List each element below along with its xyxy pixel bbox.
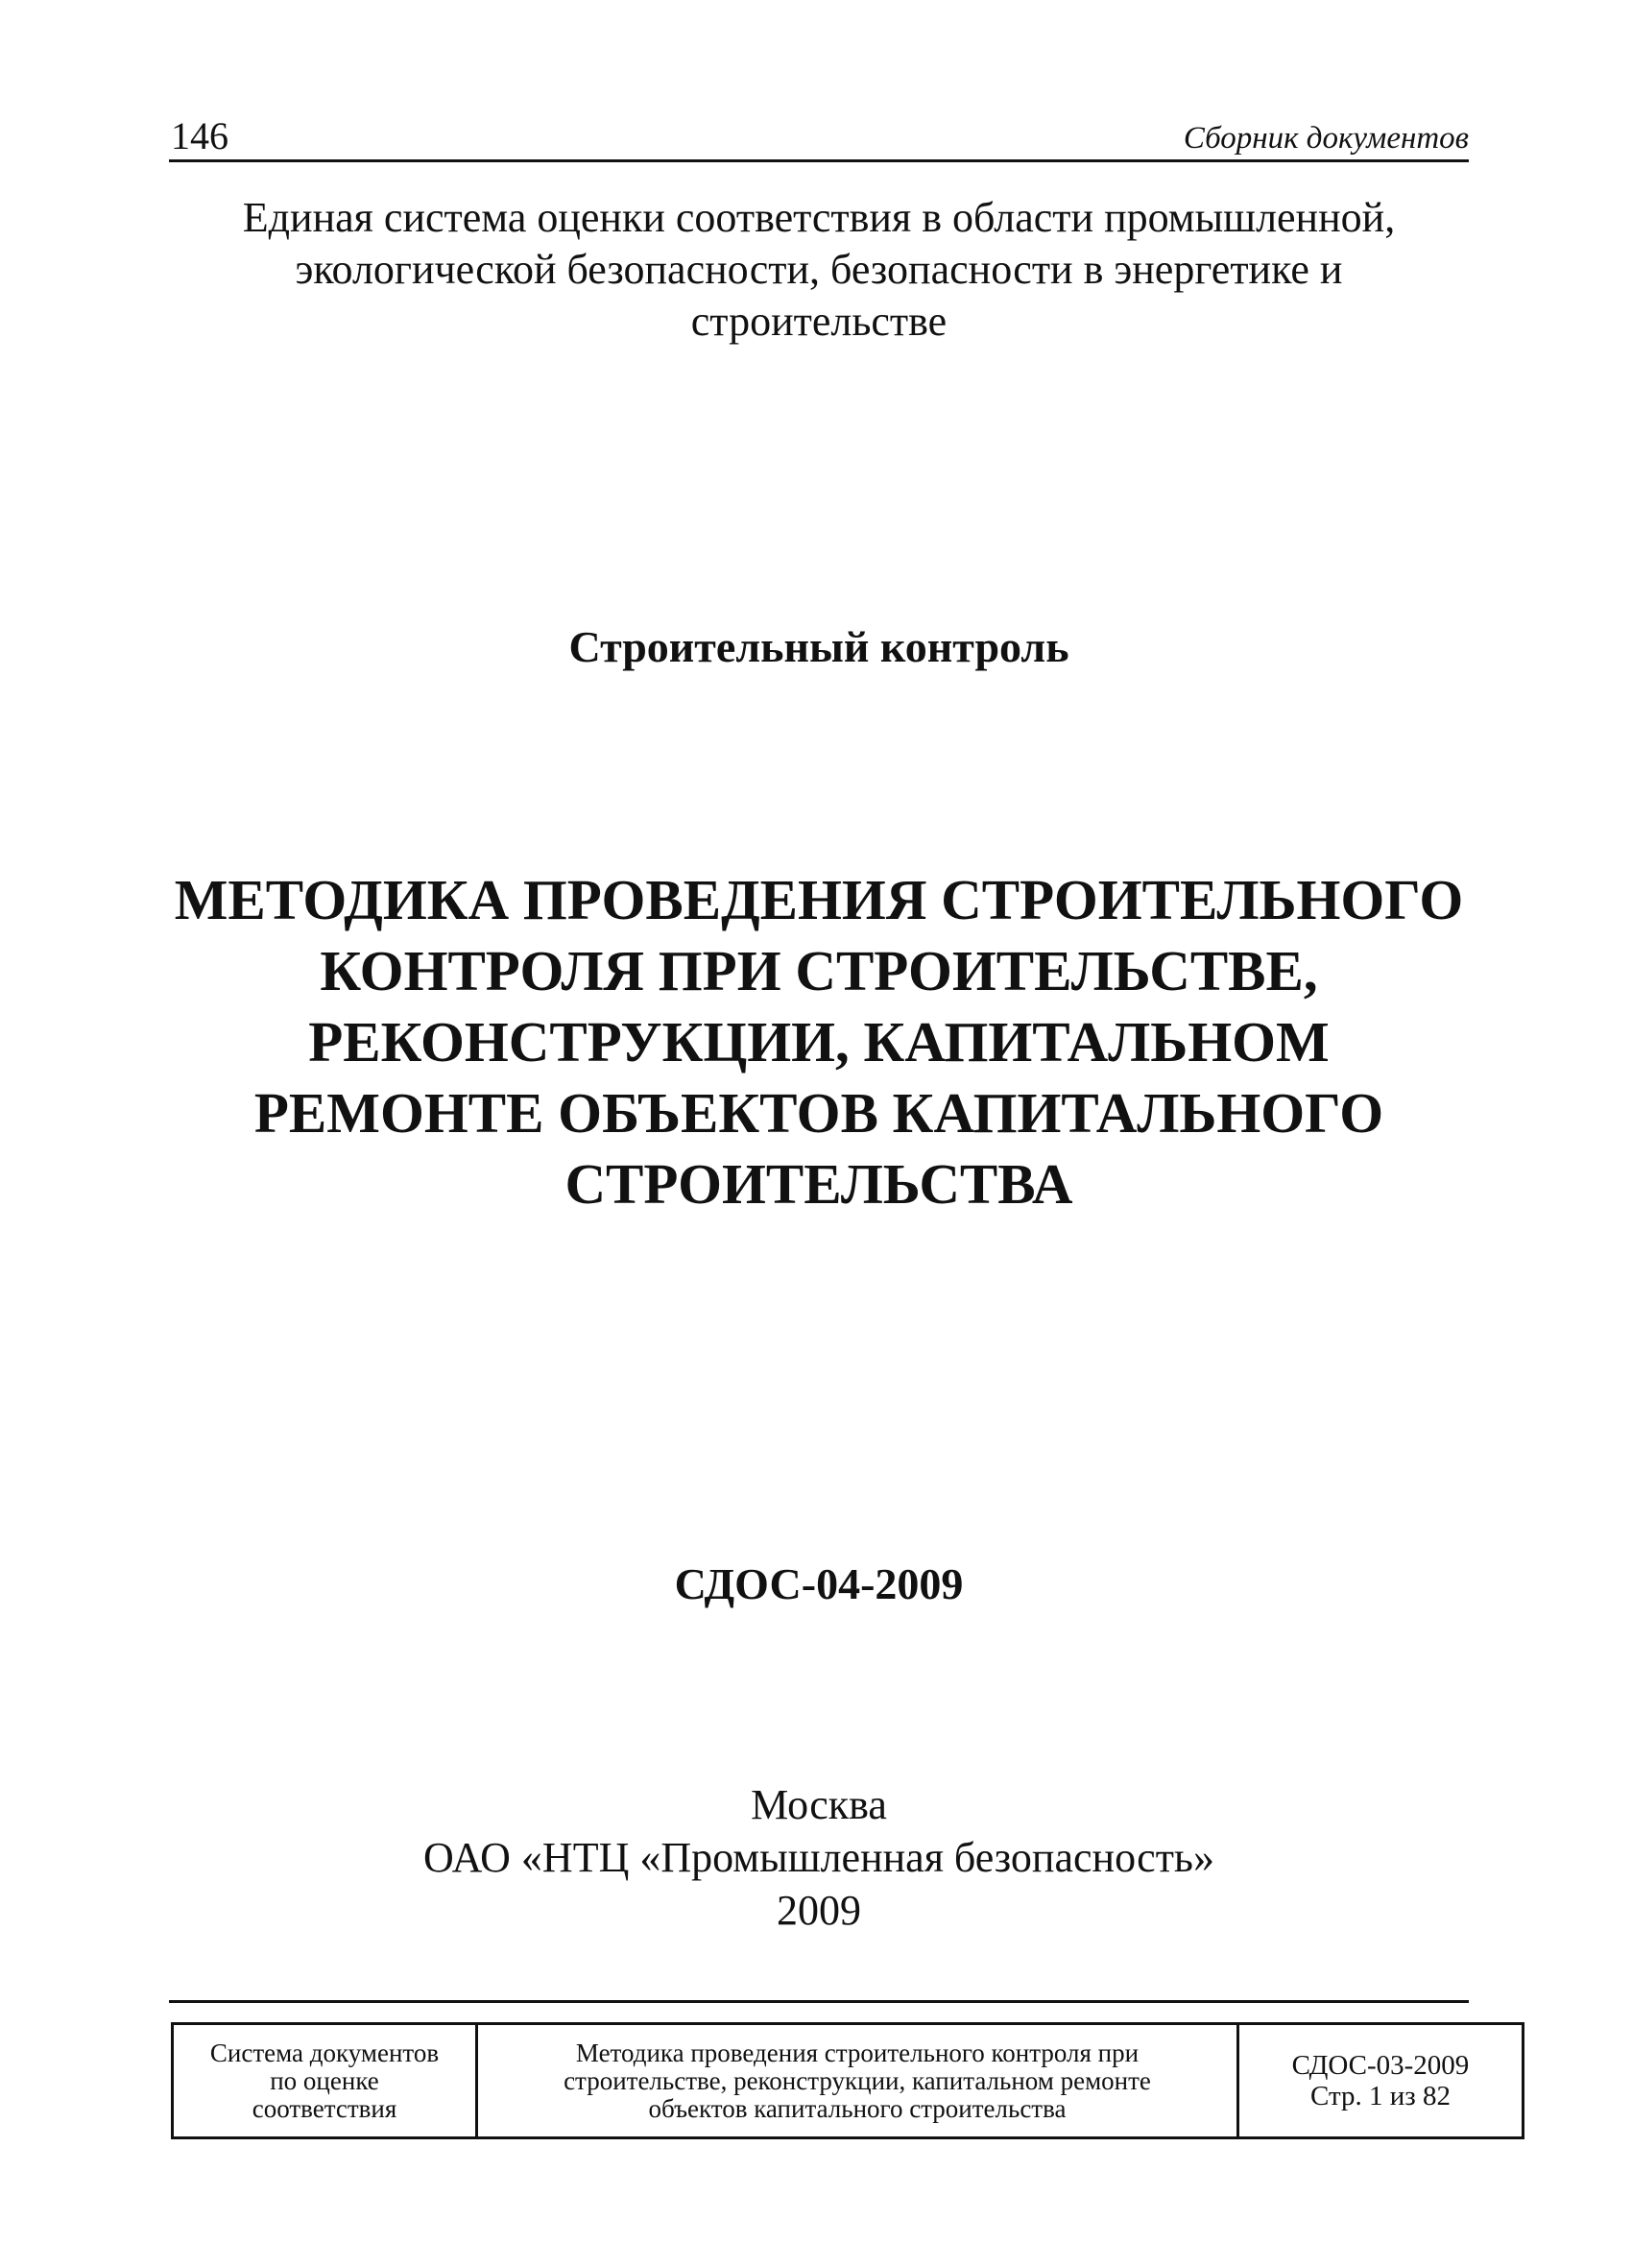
footer-title-line: объектов капитального строительства [648,2093,1067,2123]
publisher-name: ОАО «НТЦ «Промышленная безопасность» [422,1834,1214,1881]
footer-system-cell [173,2024,477,2138]
document-code: СДОС-04-2009 [674,1559,964,1608]
footer-system-line: Система документов [209,2038,440,2067]
footer-system-line: по оценке [270,2065,379,2095]
footer-title-line: строительстве, реконструкции, капитальном ремонте [564,2065,1151,2095]
main-title-line: МЕТОДИКА ПРОВЕДЕНИЯ СТРОИТЕЛЬНОГО [174,868,1464,931]
org-title-line: экологической безопасности, безопасности в энергетике и [295,246,1343,293]
footer-code-cell [1238,2024,1524,2138]
main-title [169,864,1469,1219]
main-title-line: РЕМОНТЕ ОБЪЕКТОВ КАПИТАЛЬНОГО [253,1081,1384,1145]
footer-rule [169,2000,1469,2003]
footer-stamp-row [173,2024,1524,2138]
footer-page-count: Стр. 1 из 82 [1310,2081,1451,2111]
footer-title-cell [477,2024,1238,2138]
footer-stamp-table [171,2022,1524,2139]
publisher-block [169,1778,1469,1937]
org-title-line: Единая система оценки соответствия в области промышленной, [242,194,1396,241]
org-title-line: строительстве [690,298,948,345]
footer-system-line: соответствия [252,2093,397,2123]
publisher-city: Москва [751,1781,887,1828]
main-title-line: РЕКОНСТРУКЦИИ, КАПИТАЛЬНОМ [308,1010,1330,1074]
header-rule [169,159,1469,162]
running-title: Сборник документов [1183,121,1469,156]
main-title-line: КОНТРОЛЯ ПРИ СТРОИТЕЛЬСТВЕ, [320,939,1318,1002]
publisher-year: 2009 [777,1887,861,1934]
footer-title-line: Методика проведения строительного контроля при [575,2038,1140,2067]
main-title-line: СТРОИТЕЛЬСТВА [564,1152,1073,1216]
page-number: 146 [171,114,228,157]
footer-code: СДОС-03-2009 [1291,2050,1470,2081]
org-title [169,192,1469,348]
section-title: Строительный контроль [568,622,1069,671]
